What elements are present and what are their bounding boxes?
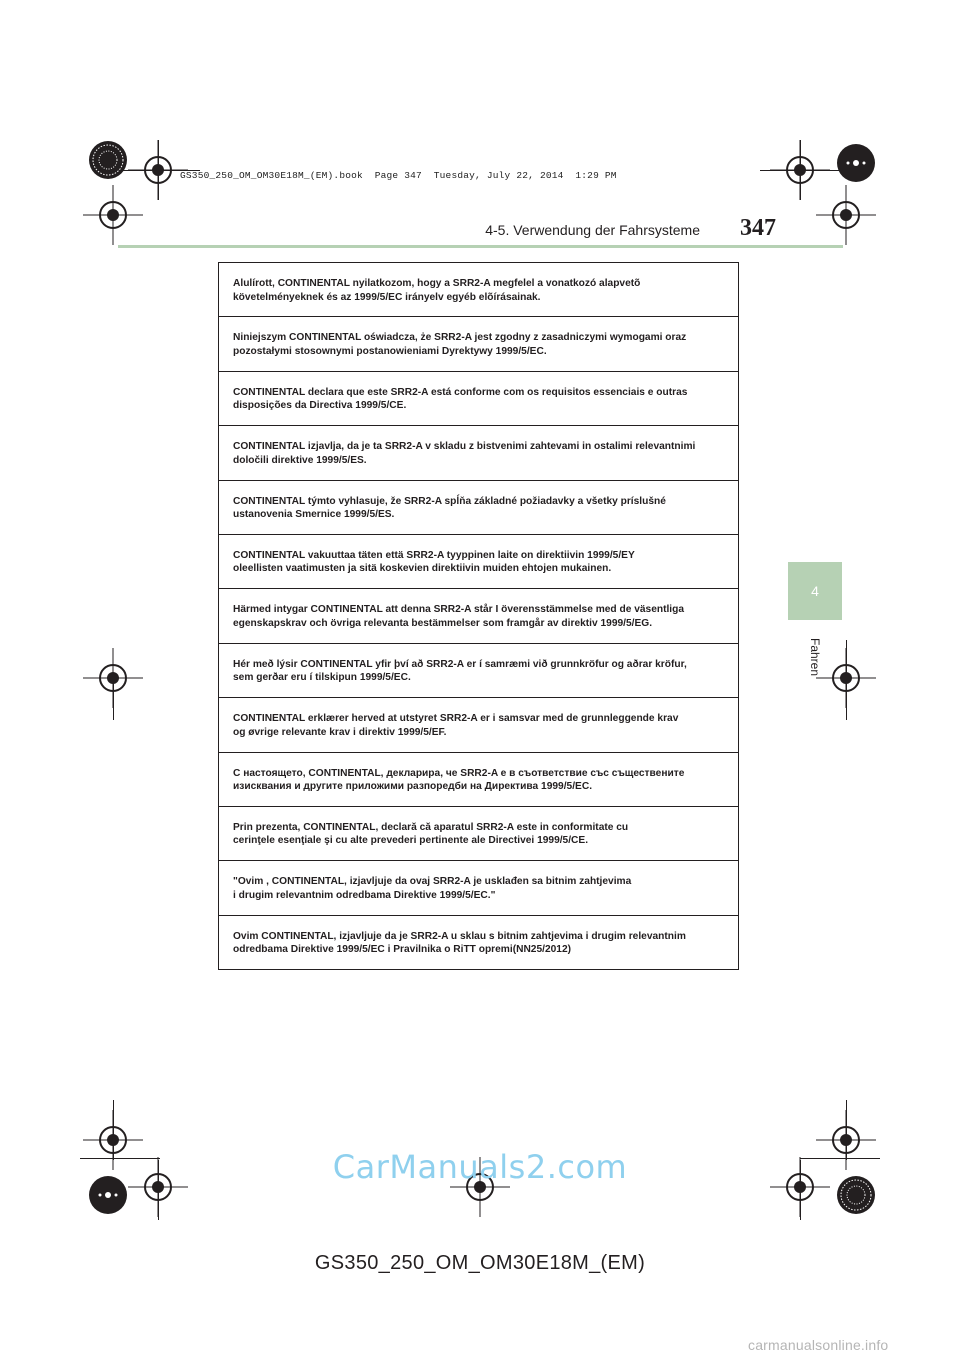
book-info-line: GS350_250_OM_OM30E18M_(EM).book Page 347 Tuesday, July 22, 2014 1:29 PM xyxy=(180,170,617,181)
declaration-bosnian: "Ovim , CONTINENTAL, izjavljuje da ovaj SRR2-A je usklađen sa bitnim zahtjevima i drugim relevantnim odredbama Direktive 1999/5/EC." xyxy=(219,861,738,915)
chapter-tab xyxy=(788,562,842,620)
declaration-hungarian: Alulírott, CONTINENTAL nyilatkozom, hogy a SRR2-A megfelel a vonatkozó alapvetõ követelményeknek és az 1999/5/EC irányelv egyéb elõírásainak. xyxy=(219,263,738,317)
declarations-table xyxy=(218,262,739,970)
declaration-swedish: Härmed intygar CONTINENTAL att denna SRR2-A står I överensstämmelse med de väsentliga egenskapskrav och övriga relevanta bestämmelser som framgår av direktiv 1999/5/EG. xyxy=(219,589,738,643)
chapter-number: 4 xyxy=(811,583,819,599)
declaration-icelandic: Hér með lýsir CONTINENTAL yfir því að SRR2-A er í samræmi við grunnkröfur og aðrar kröfur, sem gerðar eru í tilskipun 1999/5/EC. xyxy=(219,644,738,698)
declaration-bulgarian: С настоящето, CONTINENTAL, декларира, че SRR2-A е в съответствие със съществените изисквания и другите приложими разпоредби на Директива 1999/5/EC. xyxy=(219,753,738,807)
declaration-norwegian: CONTINENTAL erklærer herved at utstyret SRR2-A er i samsvar med de grunnleggende krav og øvrige relevante krav i direktiv 1999/5/EF. xyxy=(219,698,738,752)
site-mark: carmanualsonline.info xyxy=(748,1337,889,1353)
registration-mark-icon xyxy=(816,185,876,245)
registration-mark-icon xyxy=(83,648,143,708)
declaration-polish: Niniejszym CONTINENTAL oświadcza, że SRR2-A jest zgodny z zasadniczymi wymogami oraz pozostałymi stosownymi postanowieniami Dyrektywy 1999/5/EC. xyxy=(219,317,738,371)
declaration-slovenian: CONTINENTAL izjavlja, da je ta SRR2-A v skladu z bistvenimi zahtevami in ostalimi relevantnimi določili direktive 1999/5/ES. xyxy=(219,426,738,480)
header-rule xyxy=(118,245,843,248)
chapter-label: Fahren xyxy=(808,637,822,677)
declaration-finnish: CONTINENTAL vakuuttaa täten että SRR2-A tyyppinen laite on direktiivin 1999/5/EY oleellisten vaatimusten ja sitä koskevien direktiivin muiden ehtojen mukainen. xyxy=(219,535,738,589)
section-title: 4-5. Verwendung der Fahrsysteme xyxy=(485,222,700,238)
registration-mark-icon xyxy=(816,648,876,708)
declaration-croatian: Ovim CONTINENTAL, izjavljuje da je SRR2-A u sklau s bitnim zahtjevima i drugim relevantnim odredbama Direktive 1999/5/EC i Pravilnika o RiTT opremi(NN25/2012) xyxy=(233,930,686,956)
registration-mark-icon xyxy=(83,185,143,245)
watermark-text: CarManuals2.com xyxy=(332,1148,628,1186)
sunburst-mark-icon xyxy=(836,143,876,183)
declaration-portuguese: CONTINENTAL declara que este SRR2-A está conforme com os requisitos essenciais e outras disposições da Directiva 1999/5/CE. xyxy=(219,372,738,426)
footer-model-code: GS350_250_OM_OM30E18M_(EM) xyxy=(314,1252,646,1274)
declaration-romanian: Prin prezenta, CONTINENTAL, declară că aparatul SRR2-A este in conformitate cu cerinţele esenţiale şi cu alte prevederi pertinente ale Directivei 1999/5/CE. xyxy=(219,807,738,861)
declaration-slovak: CONTINENTAL týmto vyhlasuje, že SRR2-A spĺňa základné požiadavky a všetky príslušné ustanovenia Smernice 1999/5/ES. xyxy=(219,481,738,535)
sunburst-mark-icon xyxy=(88,140,128,180)
page-number: 347 xyxy=(740,215,776,241)
